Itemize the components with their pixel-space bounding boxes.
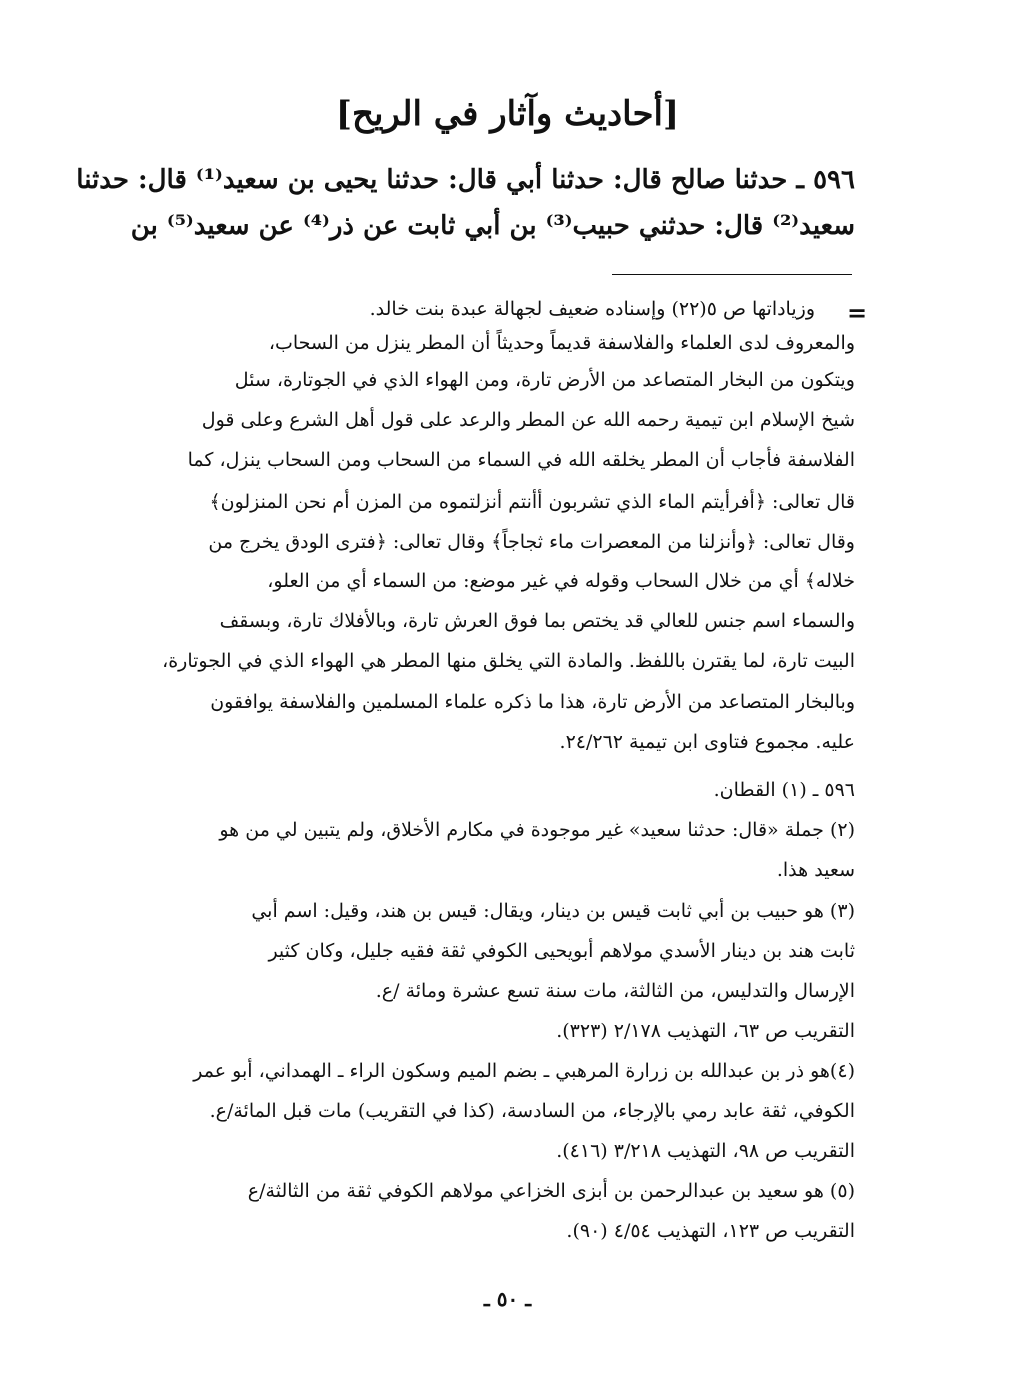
- footnote-line: الكوفي، ثقة عابد رمي بالإرجاء، من السادسة، (كذا في التقريب) مات قبل المائة/ع.: [209, 1100, 855, 1122]
- footnote-line: الإرسال والتدليس، من الثالثة، مات سنة تسع عشرة ومائة /ع.: [375, 980, 855, 1002]
- footnote-line: (٤)هو ذر بن عبدالله بن زرارة المرهبي ـ بضم الميم وسكون الراء ـ الهمداني، أبو عمر: [193, 1060, 855, 1082]
- footnote-line: (٣) هو حبيب بن أبي ثابت قيس بن دينار، ويقال: قيس بن هند، وقيل: اسم أبي: [251, 900, 855, 922]
- footnote-separator: [612, 274, 852, 275]
- footnote-prev-line: الفلاسفة فأجاب أن المطر يخلقه الله في السماء من السحاب ومن السحاب ينزل، كما: [187, 449, 855, 471]
- footnote-line: ثابت هند بن دينار الأسدي مولاهم أبويحيى الكوفي ثقة فقيه جليل، وكان كثير: [268, 940, 855, 962]
- footnote-line: ٥٩٦ ـ (١) القطان.: [713, 779, 855, 801]
- footnote-prev-line: والسماء اسم جنس للعالي قد يختص بما فوق العرش تارة، وبالأفلاك تارة، وبسقف: [219, 610, 855, 632]
- footnote-prev-line: قال تعالى: ﴿أفرأيتم الماء الذي تشربون أأنتم أنزلتموه من المزن أم نحن المنزلون﴾: [209, 491, 855, 513]
- footnote-prev-line: ويتكون من البخار المتصاعد من الأرض تارة، ومن الهواء الذي في الجوتارة، سئل: [234, 369, 855, 391]
- footnote-prev-line: شيخ الإسلام ابن تيمية رحمه الله عن المطر والرعد على قول أهل الشرع وعلى قول: [201, 409, 855, 431]
- page-number: ـ ٥٠ ـ: [483, 1287, 532, 1311]
- footnote-line: التقريب ص ٩٨، التهذيب ٣/٢١٨ (٤١٦).: [556, 1140, 855, 1162]
- footnote-prev-line: وقال تعالى: ﴿وأنزلنا من المعصرات ماء ثجاجاً﴾ وقال تعالى: ﴿فترى الودق يخرج من: [208, 531, 855, 553]
- footnote-line: (٥) هو سعيد بن عبدالرحمن بن أبزى الخزاعي مولاهم الكوفي ثقة من الثالثة/ع: [247, 1180, 855, 1202]
- hadith-text-1: حدثنا صالح قال: حدثنا أبي قال: حدثنا يحيى بن سعيد⁽¹⁾ قال: حدثنا: [76, 165, 788, 195]
- footnote-line: (٢) جملة «قال: حدثنا سعيد» غير موجودة في مكارم الأخلاق، ولم يتبين لي من هو: [219, 819, 855, 841]
- footnote-line: سعيد هذا.: [776, 859, 855, 881]
- footnote-prev-line: عليه. مجموع فتاوى ابن تيمية ٢٤/٢٦٢.: [559, 731, 855, 753]
- footnote-prev-line: وبالبخار المتصاعد من الأرض تارة، هذا ما ذكره علماء المسلمين والفلاسفة يوافقون: [210, 691, 855, 713]
- hadith-line-2: سعيد⁽²⁾ قال: حدثني حبيب⁽³⁾ بن أبي ثابت عن ذر⁽⁴⁾ عن سعيد⁽⁵⁾ بن: [130, 211, 855, 241]
- footnote-line: التقريب ص ١٢٣، التهذيب ٤/٥٤ (٩٠).: [566, 1220, 855, 1242]
- page-title: [أحاديث وآثار في الريح]: [335, 94, 680, 134]
- continuation-mark: =: [847, 298, 868, 327]
- footnote-prev-line: وزياداتها ص ٥(٢٢) وإسناده ضعيف لجهالة عبدة بنت خالد.: [369, 298, 815, 320]
- hadith-number: ٥٩٦ ـ: [796, 165, 855, 195]
- hadith-line-1: [76, 160, 855, 200]
- footnote-line: التقريب ص ٦٣، التهذيب ٢/١٧٨ (٣٢٣).: [556, 1020, 855, 1042]
- footnote-prev-line: خلاله﴾ أي من خلال السحاب وقوله في غير موضع: من السماء أي من العلو،: [267, 570, 855, 592]
- footnote-prev-line: البيت تارة، لما يقترن باللفظ. والمادة التي يخلق منها المطر هي الهواء الذي في الجوتارة،: [162, 650, 855, 672]
- footnote-prev-line: والمعروف لدى العلماء والفلاسفة قديماً وحديثاً أن المطر ينزل من السحاب،: [268, 332, 855, 354]
